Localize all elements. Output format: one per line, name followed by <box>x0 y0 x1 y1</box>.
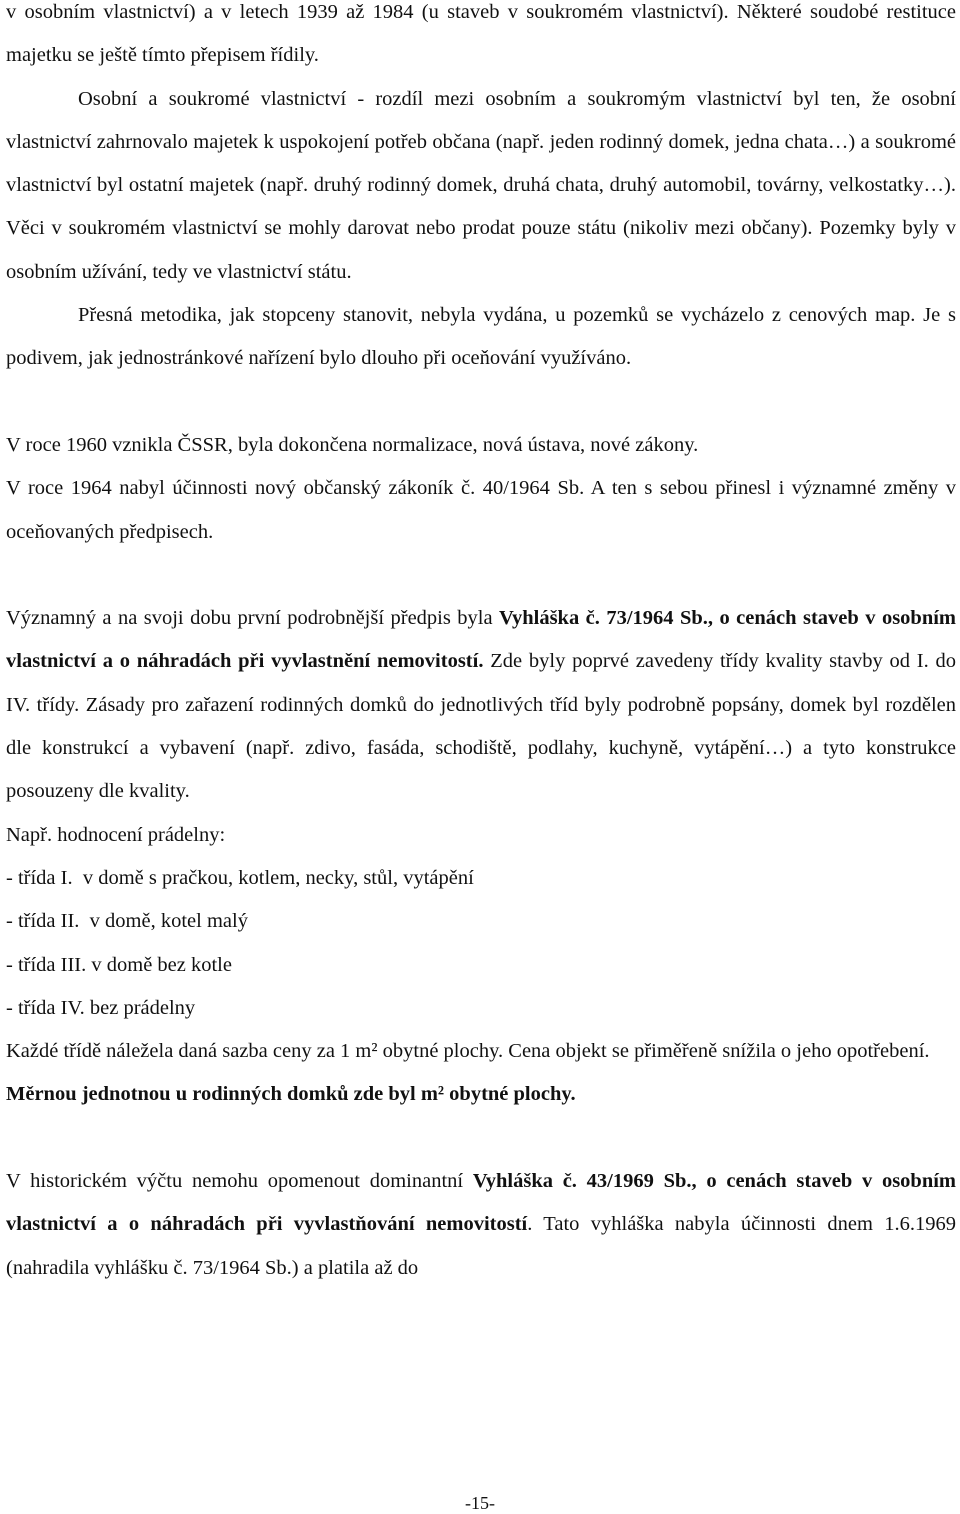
paragraph-decree-73-1964 <box>6 597 956 813</box>
spacer <box>6 381 956 424</box>
paragraph-rate: Každé třídě náležela daná sazba ceny za 1 m² obytné plochy. Cena objekt se přiměřeně snížila o jeho opotřebení. <box>6 1040 930 1063</box>
paragraph-ownership: Osobní a soukromé vlastnictví - rozdíl mezi osobním a soukromým vlastnictví byl ten, že osobní vlastnictví zahrnovalo majetek k uspokojení potřeb občana (např. jeden rodinný domek, jedna chata…) a soukromé vlastnictví byl ostatní majetek (např. druhý rodinný domek, druhá chata, druhý automobil, továrny, velkostatky…). Věci v soukromém vlastnictví se mohly darovat nebo prodat pouze státu (nikoliv mezi občany). Pozemky byly v osobním užívání, tedy ve vlastnictví státu. <box>6 87 956 283</box>
paragraph-laundry-example: Např. hodnocení prádelny: <box>6 823 226 846</box>
list-item: - třída IV. bez prádelny <box>6 996 196 1019</box>
paragraph-decree-43-1969 <box>6 1160 956 1290</box>
spacer <box>6 1117 956 1160</box>
document-page <box>6 0 956 1290</box>
list-item: - třída III. v domě bez kotle <box>6 953 232 976</box>
paragraph-1960: V roce 1960 vznikla ČSSR, byla dokončena normalizace, nová ústava, nové zákony. <box>6 433 699 456</box>
list-item: - třída I. v domě s pračkou, kotlem, necky, stůl, vytápění <box>6 866 474 889</box>
decree-1969-title-bold: Vyhláška č. 43/1969 Sb., o cenách staveb v osobním vlastnictví a o náhradách při vyvlastňování nemovitostí <box>6 1170 957 1236</box>
decree-description-text: Zde byly poprvé zavedeny třídy kvality stavby od I. do IV. třídy. Zásady pro zařazení rodinných domků do jednotlivých tříd byly podrobně popsány, domek byl rozdělen dle konstrukcí a vybavení (např. zdivo, fasáda, schodiště, podlahy, kuchyně, vytápění…) a tyto konstrukce posouzeny dle kvality. <box>6 650 956 803</box>
decree-1969-intro-text: V historickém výčtu nemohu opomenout dominantní <box>6 1170 473 1193</box>
decree-intro-text: Významný a na svoji dobu první podrobnější předpis byla <box>6 607 500 630</box>
paragraph-unit-bold: Měrnou jednotnou u rodinných domků zde byl m² obytné plochy. <box>6 1083 576 1106</box>
list-item: - třída II. v domě, kotel malý <box>6 910 248 933</box>
paragraph-1964: V roce 1964 nabyl účinnosti nový občanský zákoník č. 40/1964 Sb. A ten s sebou přinesl i významné změny v oceňovaných předpisech. <box>6 477 956 543</box>
decree-1969-description-text: . Tato vyhláška nabyla účinnosti dnem 1.6.1969 (nahradila vyhlášku č. 73/1964 Sb.) a platila až do <box>6 1213 956 1279</box>
paragraph-intro: v osobním vlastnictví) a v letech 1939 až 1984 (u staveb v soukromém vlastnictví). Některé soudobé restituce majetku se ještě tímto přepisem řídily. <box>6 1 956 67</box>
page-number: -15- <box>465 1493 495 1513</box>
spacer <box>6 554 956 597</box>
decree-title-bold: Vyhláška č. 73/1964 Sb., o cenách staveb v osobním vlastnictví a o náhradách při vyvlastnění nemovitostí. <box>6 607 956 673</box>
paragraph-methodology: Přesná metodika, jak stopceny stanovit, nebyla vydána, u pozemků se vycházelo z cenových map. Je s podivem, jak jednostránkové nařízení bylo dlouho při oceňování využíváno. <box>6 304 956 370</box>
